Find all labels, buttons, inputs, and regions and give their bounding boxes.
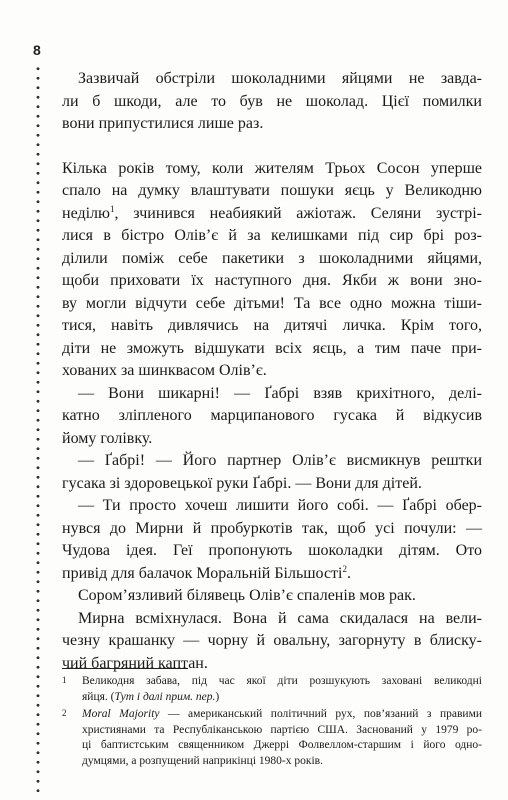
text-line: чезну крашанку — чорну й овальну, загорнуту в блиску- [62,632,482,649]
text-line: — Вони шикарні! — Ґабрі взяв крихітного, делі- [78,384,482,402]
text-line: — Ти просто хочеш лишити його собі. — Ґабрі обер- [78,497,482,514]
footnote-line: християнами та Республіканською партією США. Заснований у 1979 ро- [82,723,482,736]
text-line: йому голівку. [62,429,153,447]
text-line: Чудова ідея. Геї пропонують шоколадки дітям. Ото [62,542,482,559]
text-line: ву могли відчути себе дітьми! Та все одно можна тіши- [62,294,482,312]
footnote-line: думцями, а розпущений наприкінці 1980-х років. [82,754,323,767]
text-line: катно зліпленого марципанового гусака й відкусив [62,407,482,424]
text-line: вони припустилися лише раз. [62,115,264,132]
text-line: Кілька років тому, коли жителям Трьох Сосон уперше [62,159,482,177]
text-line: привід для балачок Моральній Більшості$^2$. [62,563,351,582]
text-line: діти не зможуть відшукати всіх яєць, а тим паче при- [62,339,482,357]
footnote-mark: 2 [62,708,67,718]
footnote-2 [62,707,482,769]
text-line: хованих за шинквасом Олів’є. [62,362,267,379]
text-line: Мирна всміхнулася. Вона й сама скидалася на вели- [78,609,482,627]
footnote-separator [62,668,188,669]
dotted-margin-line [36,64,40,792]
footnote-line: Великодня забава, під час якої діти розшукують заховані великодні [82,675,482,687]
text-line: ділили поміж себе пакетики з шоколадними яйцями, [62,249,482,267]
page-number: 8 [33,42,41,58]
footnote-line: Moral Majority — американський політичний рух, пов’язаний з правими [82,708,482,720]
text-line: — Ґабрі! — Його партнер Олів’є висмикнув рештки [78,452,482,469]
footnote-line: ці баптистським священником Джеррі Фолвеллом-старшим і його одно- [82,739,482,751]
text-line: тися, навіть дивлячись на дитячі личка. Крім того, [62,317,482,334]
text-line: Зазвичай обстріли шоколадними яйцями не завда- [78,70,482,87]
footnote-1 [62,674,482,705]
footnotes [62,674,482,769]
footnote-ref[interactable]: 2 [342,563,347,574]
text-line: лися в бістро Олів’є й за келишками під сир брі роз- [62,227,482,244]
footnote-ref[interactable]: 1 [109,203,115,214]
body-text [62,68,482,675]
text-line: гусака зі здоровецької руки Ґабрі. — Вони для дітей. [62,474,422,492]
text-line: чий багряний каптан. [62,654,208,672]
footnote-mark: 1 [62,675,67,685]
text-line: Сором’язливий білявець Олів’є спаленів мов рак. [78,587,416,604]
text-line: ли б шкоди, але то був не шоколад. Цієї помилки [62,92,482,110]
paragraph [62,68,482,91]
footnote-line: яйця. (Тут і далі прим. пер.) [82,690,220,703]
text-line: неділю$^1$, зчинився неабиякий ажіотаж. Селяни зустрі- [62,203,483,222]
text-line: нувся до Мирни й пробуркотів так, щоб усі почули: — [62,519,482,537]
text-line: спало на думку влаштувати пошуки яєць у Великодню [62,182,482,199]
text-line: щоби приховати їх наступного дня. Якби ж вони зно- [62,272,482,289]
